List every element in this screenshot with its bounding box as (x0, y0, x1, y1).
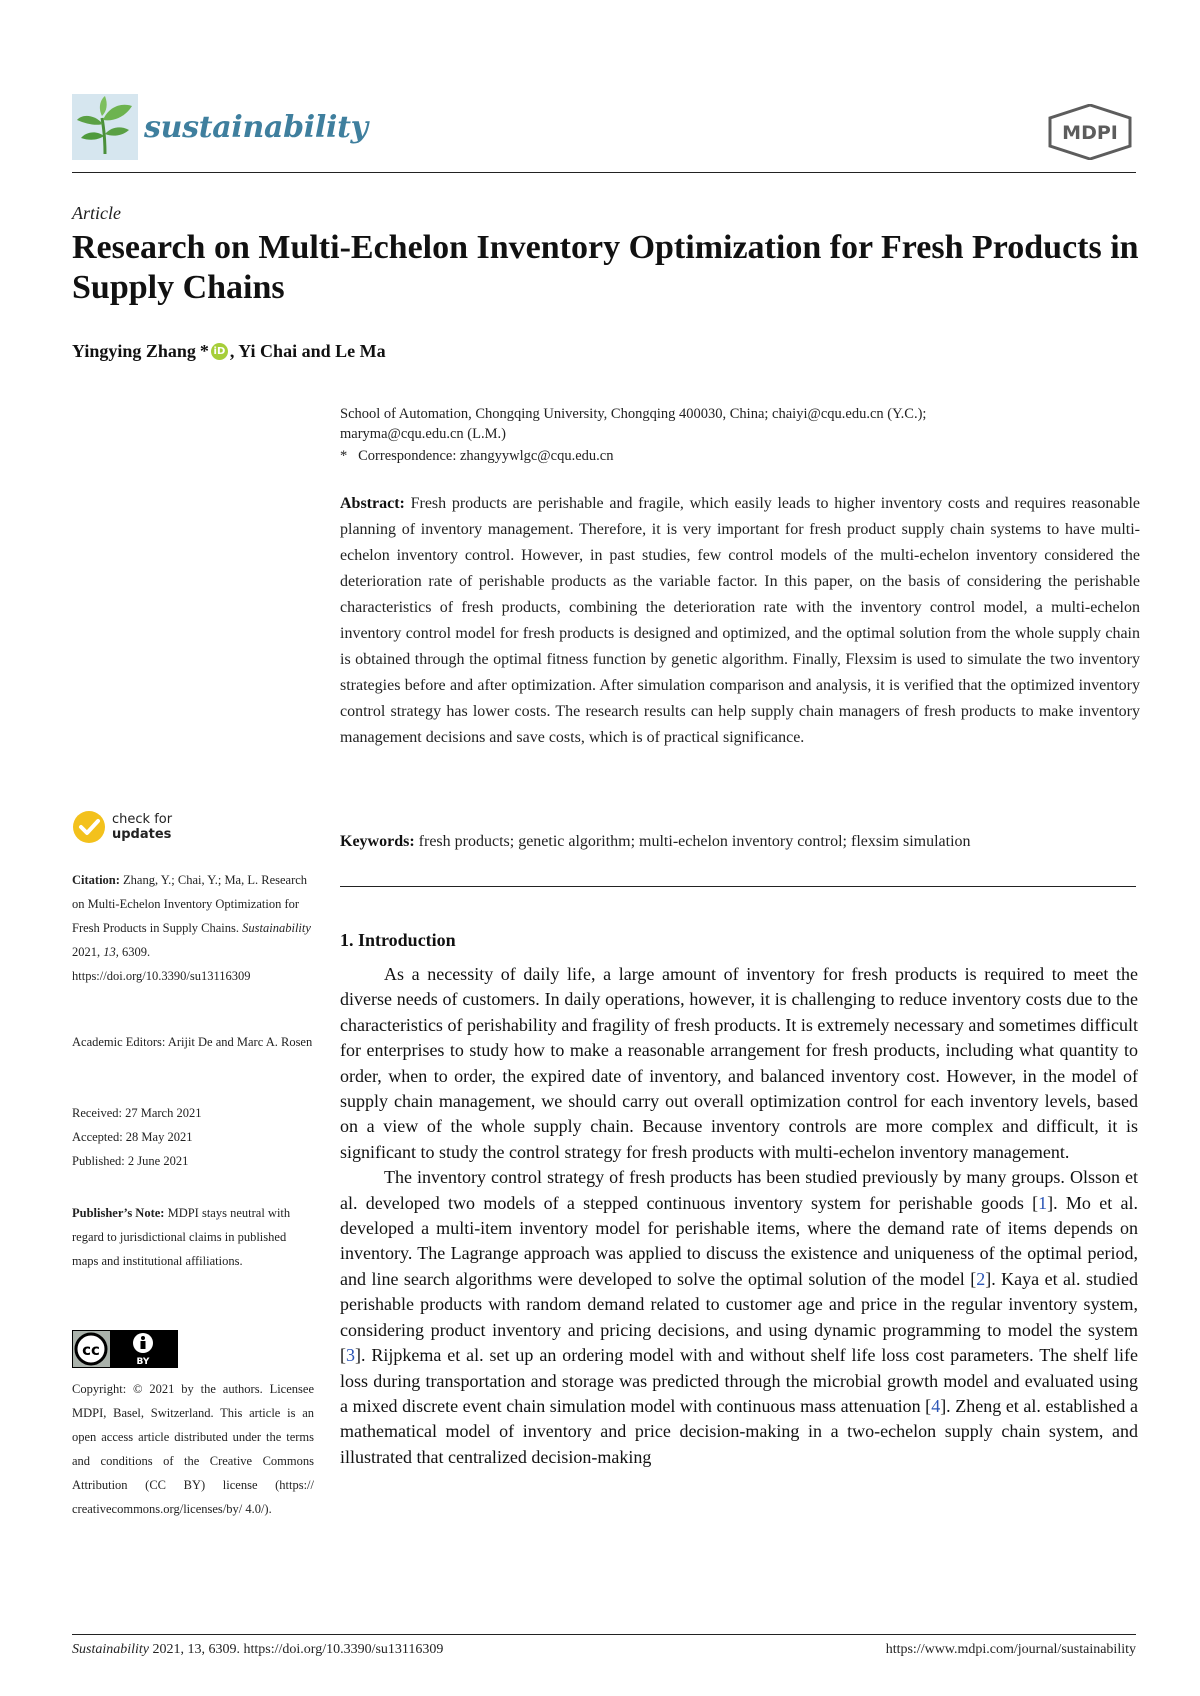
mdpi-logo[interactable] (1044, 104, 1136, 165)
pubnote-label: Publisher’s Note: (72, 1206, 165, 1220)
citation-block (72, 868, 314, 988)
abstract (340, 491, 1140, 751)
citation-doi[interactable]: 6309. https://doi.org/10.3390/su13116309 (72, 945, 251, 983)
mdpi-hexagon-icon (1044, 104, 1136, 160)
author-rest[interactable]: , Yi Chai and Le Ma (229, 341, 386, 361)
p2-part-d: ]. Rijpkema et al. set up an ordering model with and without shelf life loss cost parameters. The shelf life loss during transportation and storage was predicted through the microbial growth model and evaluated using a mixed discrete event chain simulation model with continuous mass attenuation [ (340, 1345, 1138, 1416)
citation-link-3[interactable]: 3 (346, 1345, 355, 1366)
affiliation-block (340, 404, 1140, 466)
section-heading: 1. Introduction (340, 930, 456, 950)
journal-logo[interactable] (72, 94, 368, 160)
copyright-notice (72, 1377, 314, 1521)
correspondence (340, 446, 1140, 466)
check-updates-line-2: updates (112, 827, 172, 842)
correspondence-text[interactable]: Correspondence: zhangyywlgc@cqu.edu.cn (358, 448, 614, 464)
paragraph-2 (340, 1165, 1138, 1470)
published-date: Published: 2 June 2021 (72, 1154, 189, 1168)
correspondence-mark: * (340, 448, 348, 464)
citation-journal: Sustainability (242, 921, 311, 935)
publication-dates (72, 1101, 314, 1173)
abstract-text: Fresh products are perishable and fragile, which easily leads to higher inventory costs and requires reasonable planning of inventory management. Therefore, it is very important for fresh product supply chain systems to have multi-echelon inventory control. However, in past studies, few control models of the multi-echelon inventory considered the deterioration rate of perishable products as the variable factor. In this paper, on the basis of considering the perishable characteristics of fresh products, combining the deterioration rate with the inventory control model, a multi-echelon inventory control model for fresh products is designed and optimized, and the optimal solution from the whole supply chain is obtained through the optimal fitness function by genetic algorithm. Finally, Flexsim is used to simulate the two inventory strategies before and after optimization. After simulation comparison and analysis, it is verified that the optimized inventory control strategy has lower costs. The research results can help supply chain managers of fresh products to make inventory management decisions and save costs, which is of practical significance. (340, 495, 1141, 746)
citation-link-4[interactable]: 4 (931, 1395, 941, 1416)
editors-text: Arijit De and Marc A. Rosen (167, 1035, 313, 1049)
footer-citation (72, 1642, 443, 1658)
citation-text: Zhang, Y.; Chai, Y.; Ma, L. Research on Multi-Echelon Inventory Optimization for Fresh Products in Supply Chains. (72, 873, 308, 935)
header-rule (72, 172, 1136, 173)
affiliation-line-1: School of Automation, Chongqing University, Chongqing 400030, China; chaiyi@cqu.edu.cn (Y.C.); (340, 406, 927, 422)
page-header (72, 94, 1136, 174)
check-updates-text (112, 812, 172, 842)
keywords-label: Keywords: (340, 833, 415, 850)
keywords (340, 829, 1140, 855)
p2-part-b: ]. Mo et al. developed a multi-item inventory model for perishable items, where the demand rate of items depends on inventory. The Lagrange approach was applied to discuss the existence and uniqueness of the optimal period, and line search algorithms were developed to solve the optimal solution of the model [ (340, 1192, 1138, 1289)
citation-year: 2021, (72, 945, 101, 959)
check-updates-icon (72, 810, 106, 844)
orcid-icon[interactable]: iD (211, 343, 228, 360)
p2-part-e: ]. Zheng et al. established a mathematical model of inventory and price decision-making in a two-echelon supply chain system, and illustrated that centralized decision-making (340, 1395, 1138, 1467)
creative-commons-icon (72, 1330, 178, 1368)
copyright-text: Copyright: © 2021 by the authors. Licensee MDPI, Basel, Switzerland. This article is an open access article distributed under the terms and conditions of the Creative Commons Attribution (CC BY) license (https:// creativecommons.org/licenses/by/ 4.0/). (72, 1382, 314, 1516)
p2-part-c: ]. Kaya et al. studied perishable products with random demand related to customer age and price in the regular inventory system, considering product inventory and pricing decisions, and using dynamic programming to model the system [ (340, 1268, 1138, 1366)
cc-by-label: BY (136, 1357, 150, 1367)
pubnote-text: MDPI stays neutral with regard to jurisdictional claims in published maps and institutional affiliations. (72, 1206, 291, 1268)
footer-rule (72, 1634, 1136, 1635)
plant-icon (72, 94, 138, 160)
academic-editors (72, 1030, 314, 1054)
publishers-note (72, 1201, 314, 1273)
introduction-body (340, 962, 1138, 1470)
keywords-text: fresh products; genetic algorithm; multi-echelon inventory control; flexsim simulation (418, 833, 971, 850)
footer-journal: Sustainability (72, 1642, 149, 1657)
abstract-separator (340, 886, 1136, 887)
paragraph-1: As a necessity of daily life, a large amount of inventory for fresh products is required to meet the diverse needs of customers. In daily operations, however, it is challenging to reduce inventory costs due to the characteristics of perishability and fragility of fresh products. It is extremely necessary and sometimes difficult for enterprises to study how to make a reasonable arrangement for fresh products, including what quantity to order, when to order, the expired date of inventory, and balanced inventory cost. However, in the model of supply chain management, we should carry out overall optimization control for each inventory levels, based on a view of the whole supply chain. Because inventory controls are more complex and difficult, it is significant to study the control strategy for fresh products with multi-echelon inventory management. (340, 964, 1138, 1162)
citation-volume: 13, (103, 945, 119, 959)
citation-link-1[interactable]: 1 (1038, 1192, 1048, 1213)
author-mark: * (199, 341, 209, 361)
cc-by-badge[interactable] (72, 1330, 178, 1373)
check-updates-button[interactable] (72, 810, 172, 844)
check-updates-line-1: check for (112, 812, 173, 827)
mdpi-logo-text: MDPI (1062, 122, 1118, 144)
article-title: Research on Multi-Echelon Inventory Optimization for Fresh Products in Supply Chains (72, 229, 1139, 306)
footer-journal-url[interactable]: https://www.mdpi.com/journal/sustainability (885, 1642, 1136, 1657)
author-list (72, 341, 386, 362)
citation-label: Citation: (72, 873, 120, 887)
article-type: Article (72, 203, 121, 223)
accepted-date: Accepted: 28 May 2021 (72, 1130, 193, 1144)
author-first[interactable]: Yingying Zhang (72, 341, 196, 361)
svg-text:cc: cc (82, 1341, 100, 1359)
affiliation-line-2: maryma@cqu.edu.cn (L.M.) (340, 426, 506, 442)
received-date: Received: 27 March 2021 (72, 1106, 202, 1120)
citation-link-2[interactable]: 2 (976, 1268, 986, 1289)
p2-part-a: The inventory control strategy of fresh products has been studied previously by many groups. Olsson et al. developed two models of a stepped continuous inventory system for perishable goods [ (340, 1167, 1138, 1213)
editors-label: Academic Editors: (72, 1035, 166, 1049)
journal-name: sustainability (144, 109, 368, 145)
abstract-label: Abstract: (340, 495, 405, 512)
footer-citation-text[interactable]: 2021, 13, 6309. https://doi.org/10.3390/su13116309 (152, 1642, 444, 1657)
